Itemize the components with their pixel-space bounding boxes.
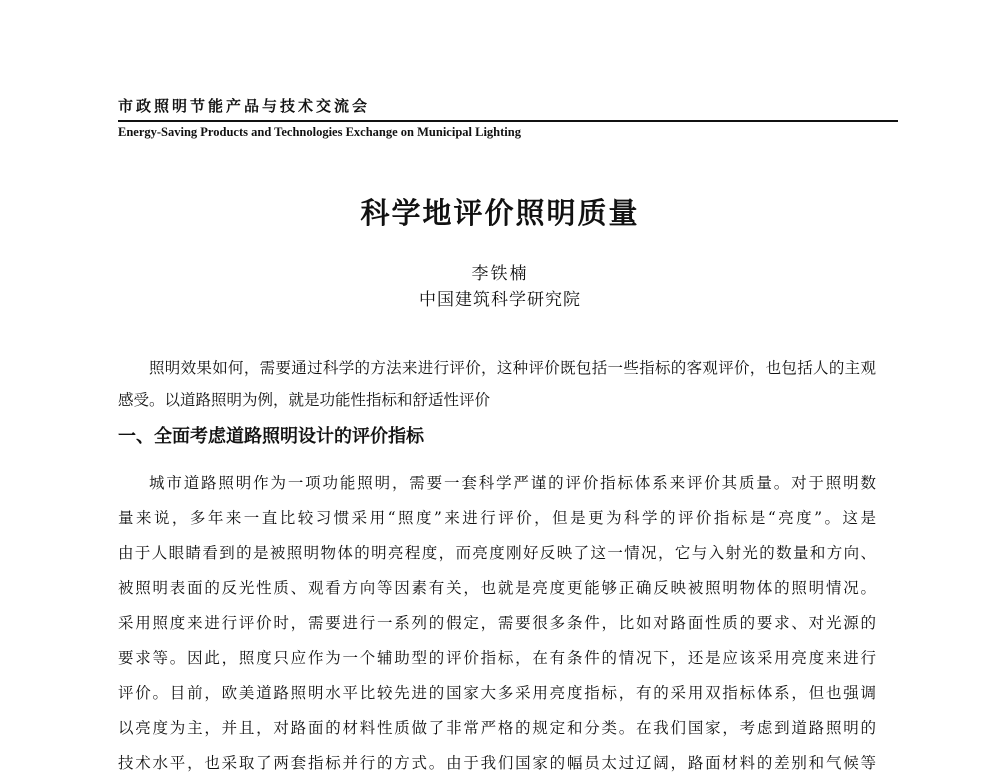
author-name: 李铁楠 xyxy=(471,264,529,284)
header-rule xyxy=(118,120,898,122)
section-heading: 一、全面考虑道路照明设计的评价指标 xyxy=(118,426,424,447)
paragraph-line: 以亮度为主，并且，对路面的材料性质做了非常严格的规定和分类。在我们国家，考虑到道路照明的 xyxy=(118,719,876,737)
paragraph-line: 由于人眼睛看到的是被照明物体的明亮程度，而亮度刚好反映了这一情况，它与入射光的数量和方向、 xyxy=(118,544,876,562)
abstract-paragraph: 照明效果如何，需要通过科学的方法来进行评价，这种评价既包括一些指标的客观评价，也包括人的主观感受。以道路照明为例，就是功能性指标和舒适性评价 xyxy=(118,359,876,409)
paragraph-line: 量来说，多年来一直比较习惯采用“照度”来进行评价，但是更为科学的评价指标是“亮度”。这是 xyxy=(118,509,876,527)
journal-title-cn: 市政照明节能产品与技术交流会 xyxy=(118,97,371,115)
article-title: 科学地评价照明质量 xyxy=(360,196,640,230)
paragraph-line: 被照明表面的反光性质、观看方向等因素有关，也就是亮度更能够正确反映被照明物体的照明情况。 xyxy=(118,579,876,597)
body-paragraph xyxy=(118,466,876,781)
paragraph-line: 评价。目前，欧美道路照明水平比较先进的国家大多采用亮度指标，有的采用双指标体系，但也强调 xyxy=(118,684,876,702)
author-affiliation: 中国建筑科学研究院 xyxy=(419,290,581,310)
paragraph-line: 要求等。因此，照度只应作为一个辅助型的评价指标，在有条件的情况下，还是应该采用亮度来进行 xyxy=(118,649,876,667)
paragraph-line: 采用照度来进行评价时，需要进行一系列的假定，需要很多条件，比如对路面性质的要求、对光源的 xyxy=(118,614,876,632)
paragraph-line: 技术水平，也采取了两套指标并行的方式。由于我们国家的幅员太过辽阔，路面材料的差别和气候等 xyxy=(118,754,876,772)
journal-title-en: Energy-Saving Products and Technologies Exchange on Municipal Lighting xyxy=(118,125,521,139)
paragraph-line: 城市道路照明作为一项功能照明，需要一套科学严谨的评价指标体系来评价其质量。对于照明数 xyxy=(149,474,876,492)
running-header xyxy=(118,96,898,139)
